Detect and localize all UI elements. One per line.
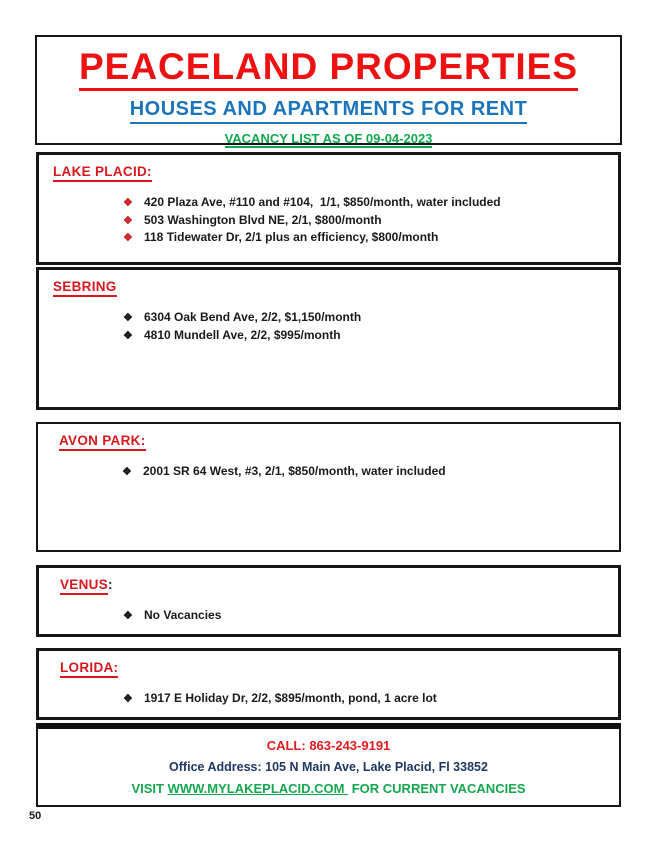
listing-item — [123, 607, 618, 625]
date-row — [37, 130, 620, 148]
page-subtitle: HOUSES AND APARTMENTS FOR RENT — [130, 98, 528, 124]
listing-item — [123, 690, 618, 708]
section-heading-suffix: : — [108, 577, 113, 592]
listing-list — [39, 194, 618, 247]
section-lorida — [36, 648, 621, 720]
section-heading — [39, 651, 618, 675]
listing-text: 1917 E Holiday Dr, 2/2, $895/month, pond, 1 acre lot — [144, 691, 437, 705]
visit-line — [38, 781, 619, 796]
diamond-bullet-icon: ❖ — [123, 693, 133, 705]
diamond-bullet-icon: ❖ — [122, 466, 132, 478]
section-heading-text: AVON PARK: — [59, 433, 146, 451]
header-box — [35, 35, 622, 145]
visit-suffix: FOR CURRENT VACANCIES — [348, 781, 526, 796]
listing-text: No Vacancies — [144, 608, 222, 622]
section-heading-text: LAKE PLACID: — [53, 164, 152, 182]
listing-text: 420 Plaza Ave, #110 and #104, 1/1, $850/month, water included — [144, 195, 501, 209]
section-heading — [39, 568, 618, 592]
diamond-bullet-icon: ❖ — [123, 197, 133, 209]
diamond-bullet-icon: ❖ — [123, 214, 133, 227]
listing-list — [39, 690, 618, 708]
page-title: PEACELAND PROPERTIES — [79, 48, 578, 91]
listing-text: 503 Washington Blvd NE, 2/1, $800/month — [144, 212, 382, 227]
listing-list — [39, 309, 618, 344]
listing-item — [123, 309, 618, 327]
listing-list — [38, 463, 619, 481]
section-avon-park — [36, 422, 621, 552]
diamond-bullet-icon: ❖ — [123, 610, 133, 622]
website-link[interactable]: WWW.MYLAKEPLACID.COM — [167, 781, 349, 796]
section-heading-text: LORIDA: — [60, 660, 118, 678]
listing-text: 2001 SR 64 West, #3, 2/1, $850/month, water included — [143, 464, 446, 478]
section-sebring — [36, 267, 621, 410]
listing-text: 118 Tidewater Dr, 2/1 plus an efficiency, $800/month — [144, 230, 439, 244]
visit-prefix: VISIT — [131, 781, 168, 796]
listing-text: 4810 Mundell Ave, 2/2, $995/month — [144, 327, 341, 342]
diamond-bullet-icon: ❖ — [123, 312, 133, 324]
section-lake-placid — [36, 152, 621, 265]
listing-item — [123, 229, 618, 247]
section-venus — [36, 565, 621, 637]
listing-text: 6304 Oak Bend Ave, 2/2, $1,150/month — [144, 310, 362, 324]
footer-contact-box — [36, 723, 621, 807]
vacancy-date-line: VACANCY LIST AS OF 09-04-2023 — [224, 130, 433, 146]
diamond-bullet-icon: ❖ — [123, 329, 133, 342]
section-heading — [39, 270, 618, 294]
section-heading-text: SEBRING — [53, 279, 117, 297]
section-heading — [39, 155, 618, 179]
section-heading — [38, 424, 619, 448]
page-number: 50 — [29, 810, 42, 822]
listing-list — [39, 607, 618, 625]
listing-item — [123, 194, 618, 212]
title-row — [37, 48, 620, 91]
listing-item — [122, 463, 619, 481]
subtitle-row — [37, 98, 620, 124]
address-line: Office Address: 105 N Main Ave, Lake Placid, Fl 33852 — [169, 760, 488, 774]
listing-item — [123, 212, 618, 230]
phone-line: CALL: 863-243-9191 — [266, 738, 391, 753]
diamond-bullet-icon: ❖ — [123, 232, 133, 244]
listing-item — [123, 327, 618, 345]
section-heading-text: VENUS — [60, 577, 108, 595]
